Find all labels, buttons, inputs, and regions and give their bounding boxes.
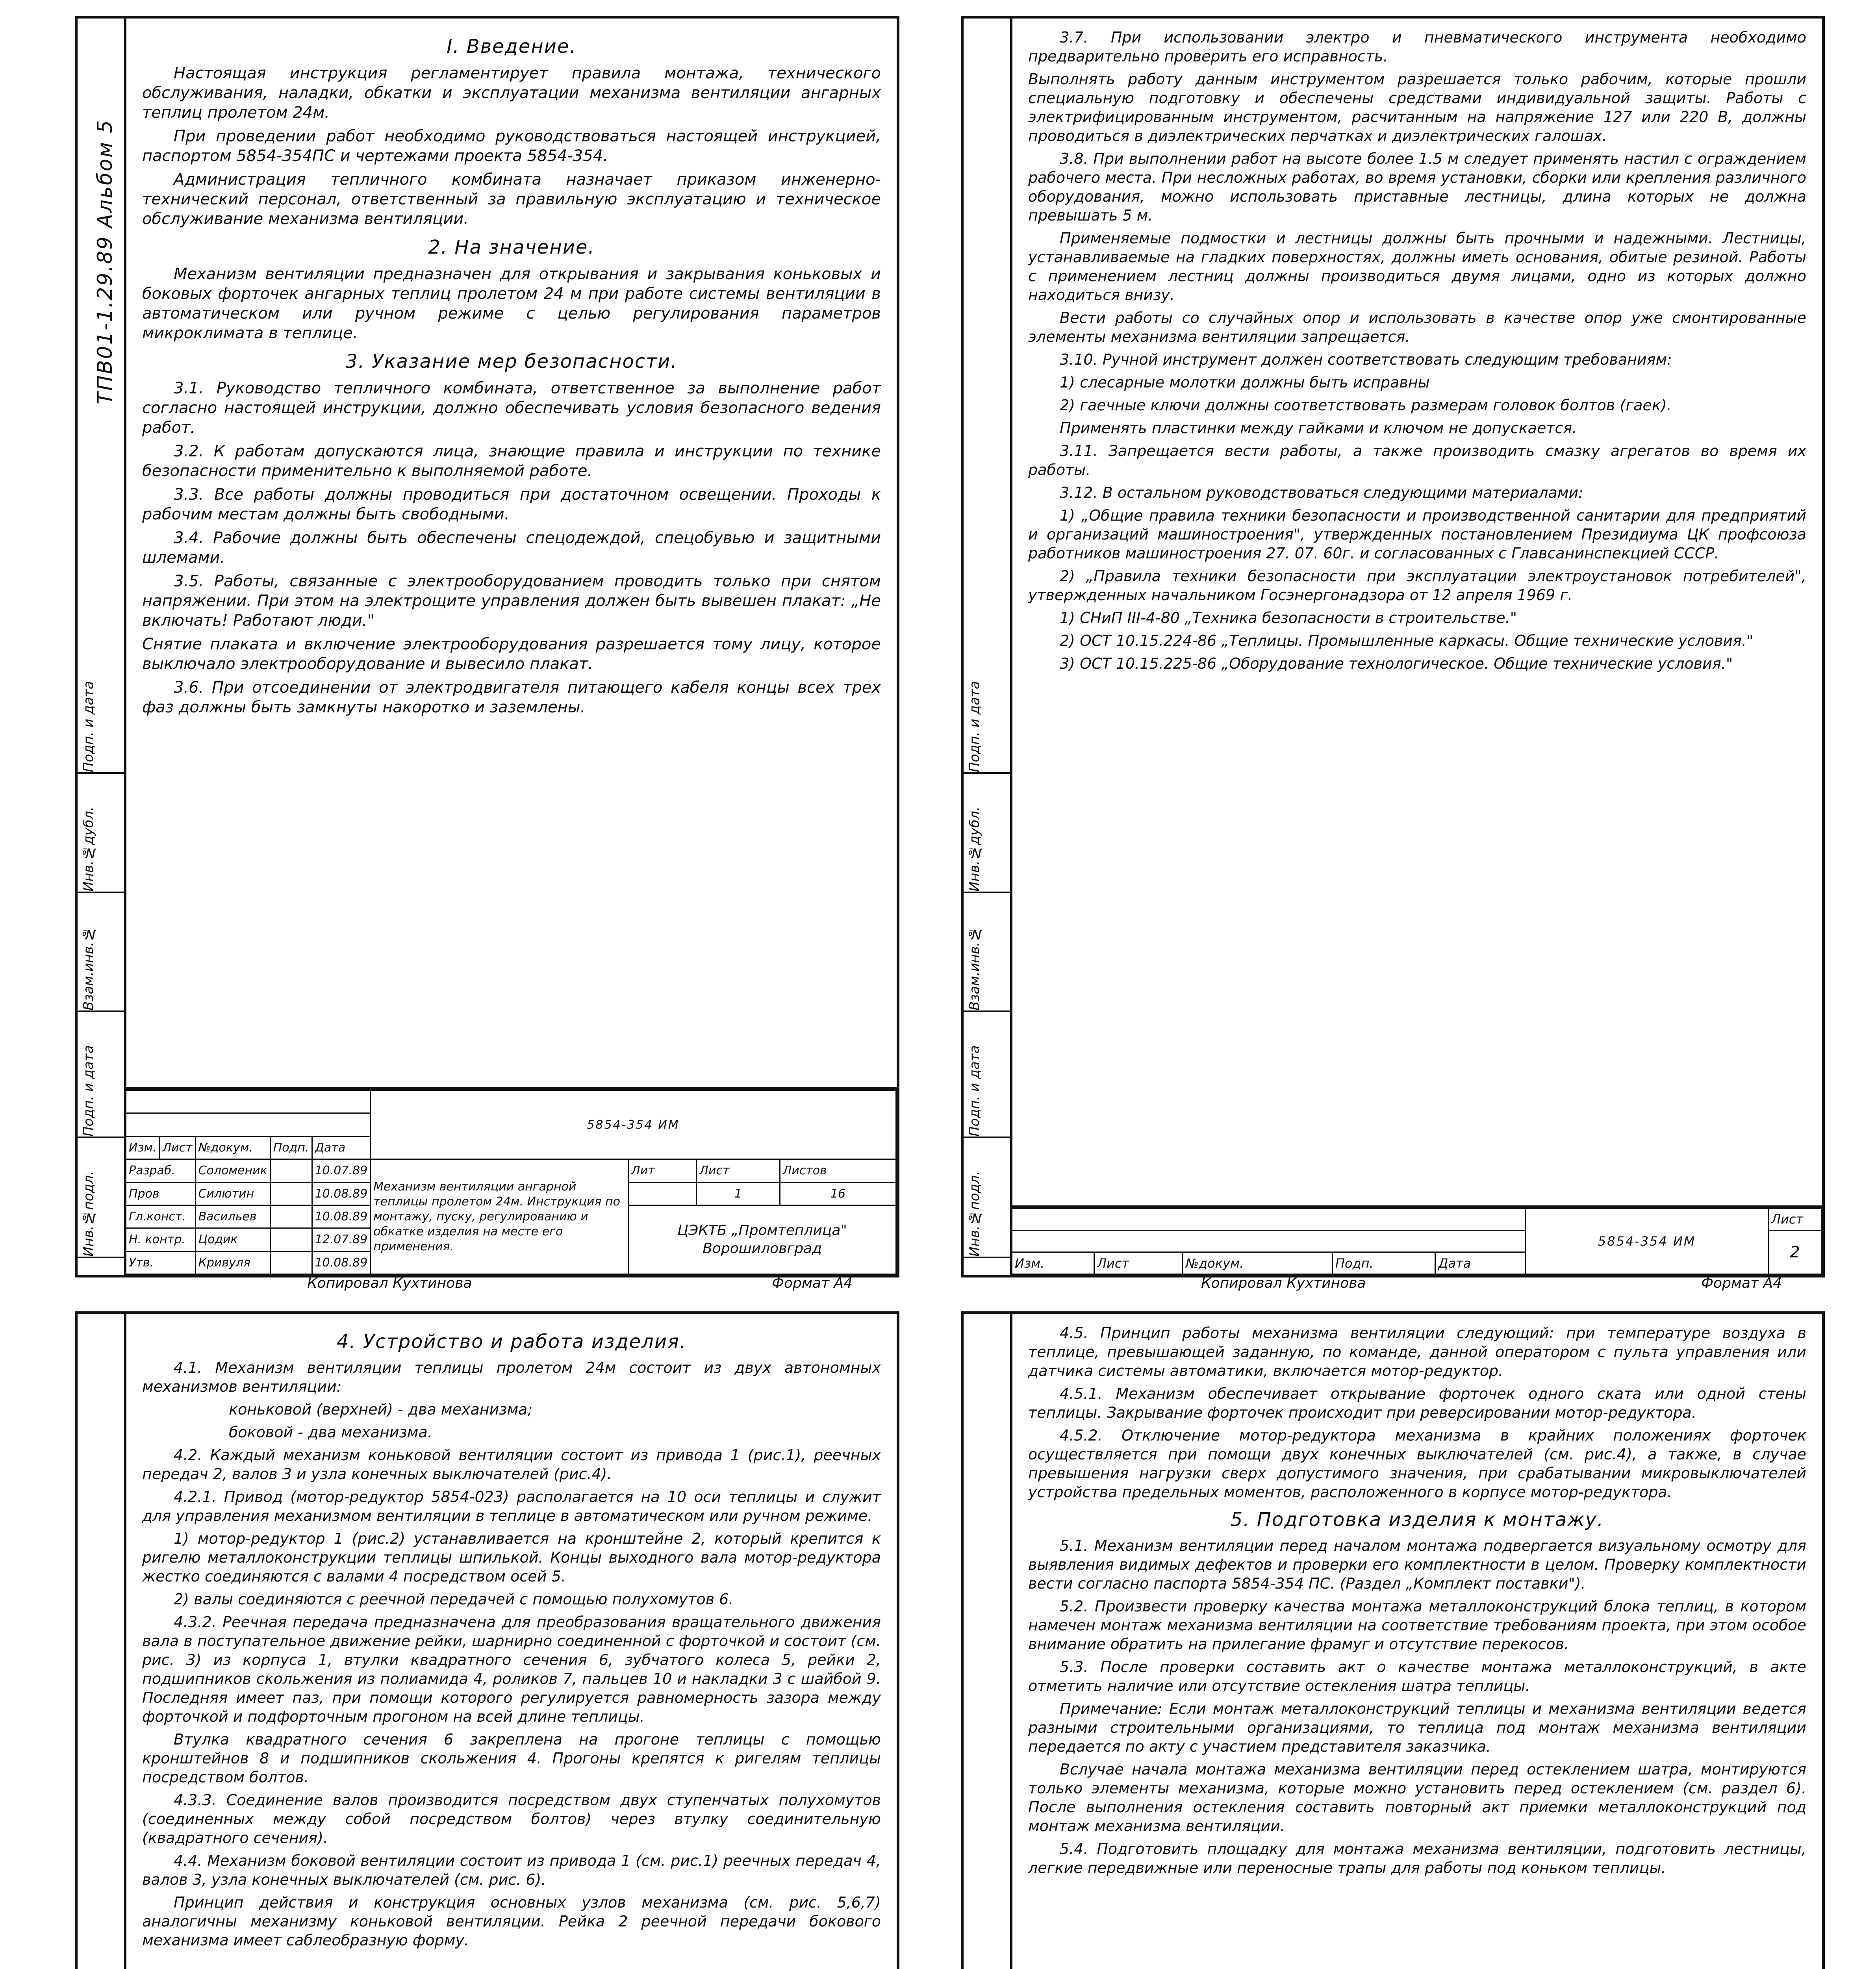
- paragraph: 2) валы соединяются с реечной передачей с помощью полухомутов 6.: [174, 1591, 734, 1608]
- title-block: [126, 1087, 897, 1275]
- paragraph: Принцип действия и конструкция основных узлов механизма (см. рис. 5,6,7) аналогичны механизму коньковой вентиляции. Рейка 2 реечной передачи бокового механизма имеет саблеобразную форму.: [142, 1894, 881, 1949]
- paragraph: Снятие плаката и включение электрооборудования разрешается тому лицу, которое выключало электрооборудование и вывесило плакат.: [142, 635, 881, 673]
- stamp-header: Дата: [312, 1136, 371, 1159]
- stamp-name: Цодик: [195, 1228, 270, 1251]
- paragraph: 4.5. Принцип работы механизма вентиляции следующий: при температуре воздуха в теплице, превышающей заданную, по команде, данной оператором с пульта управления или датчика системы автоматики, включается мотор-редуктор.: [1028, 1324, 1806, 1379]
- paragraph: 3.5. Работы, связанные с электрооборудованием проводить только при снятом напряжении. При этом на электрощите управления должен быть вывешен плакат: „Не включать! Работают люди.": [142, 572, 881, 630]
- stamp-date: 10.08.89: [312, 1205, 371, 1228]
- paragraph: 4.3.3. Соединение валов производится посредством двух ступенчатых полухомутов (соединенных между собой посредством болтов) через втулку соединительную (квадратного сечения).: [142, 1791, 881, 1847]
- paragraph: 4.5.1. Механизм обеспечивает открывание форточек одного ската или одной стены теплицы. Закрывание форточек происходит при реверсировании мотор-редуктора.: [1028, 1385, 1806, 1421]
- paragraph: 4.5.2. Отключение мотор-редуктора механизма в крайних положениях форточек осуществляется при помощи двух конечных выключателей (см. рис.4), а также, в случае превышения нагрузки сверх допустимого значения, при срабатывании микровыключателей устройства предельных моментов, расположенного в корпусе мотор-редуктора.: [1028, 1427, 1806, 1501]
- stamp-name: Силютин: [195, 1182, 270, 1205]
- stamp-header: Подп.: [270, 1136, 312, 1159]
- stamp-date: 10.08.89: [312, 1251, 371, 1274]
- paragraph: Примечание: Если монтаж металлоконструкций теплицы и механизма вентиляции ведется разными строительными организациями, то теплица под монтаж механизма вентиляции передается по акту с участием представителя заказчика.: [1028, 1700, 1806, 1755]
- paragraph: 2) гаечные ключи должны соответствовать размерам головок болтов (гаек).: [1060, 397, 1672, 414]
- paragraph: коньковой (верхней) - два механизма;: [229, 1401, 533, 1418]
- margin-label: Инв.№дубл.: [78, 807, 124, 894]
- stamp-name: Васильев: [195, 1205, 270, 1228]
- paragraph: 1) мотор-редуктор 1 (рис.2) устанавливается на кронштейне 2, который крепится к ригелю металлоконструкции теплицы шпилькой. Концы выходного вала мотор-редуктора жестко соединяются с валами 4 посредством осей 5.: [142, 1530, 881, 1585]
- paragraph: Выполнять работу данным инструментом разрешается только рабочим, которые прошли специальную подготовку и обеспечены средствами индивидуальной защиты. Работы с электрифицированным инструментом, расчитанным на напряжение 127 или 220 В, должны проводиться в диэлектрических перчатках и диэлектрических галошах.: [1028, 70, 1806, 145]
- stamp-list-label: Лист: [697, 1159, 780, 1182]
- page-frame: [124, 19, 897, 1275]
- paragraph: 4.4. Механизм боковой вентиляции состоит из привода 1 (см. рис.1) реечных передач 4, валов 3, узла конечных выключателей (см. рис. 6).: [142, 1852, 881, 1888]
- stamp-role: Пров: [126, 1182, 195, 1205]
- sheet-2: [961, 16, 1825, 1277]
- paragraph: 2) „Правила техники безопасности при эксплуатации электроустановок потребителей", утвержденных начальником Госэнергонадзора от 12 апреля 1969 г.: [1028, 567, 1806, 604]
- stamp-header: Лист: [159, 1136, 195, 1159]
- doc-code: 5854-354 ИМ: [371, 1090, 896, 1159]
- stamp-signature: [270, 1205, 312, 1228]
- margin-label: Инв.№подл.: [964, 1171, 1010, 1258]
- margin-label: Инв.№дубл.: [964, 807, 1010, 894]
- margin-strip: [78, 1960, 124, 1969]
- paragraph: Администрация тепличного комбината назначает приказом инженерно-технический персонал, ответственный за правильную эксплуатацию и техническое обслуживание механизма вентиляции.: [142, 171, 881, 228]
- paragraph: 3.2. К работам допускаются лица, знающие правила и инструкции по технике безопасности применительно к выполняемой работе.: [142, 442, 881, 480]
- stamp-organization: ЦЭКТБ „Промтеплица" Ворошиловград: [628, 1205, 896, 1274]
- stamp-name: Кривуля: [195, 1251, 270, 1274]
- paragraph: 3.1. Руководство тепличного комбината, ответственное за выполнение работ согласно настоящей инструкции, должно обеспечивать условия безопасного ведения работ.: [142, 379, 881, 437]
- paragraph: Применяемые подмостки и лестницы должны быть прочными и надежными. Лестницы, устанавливаемые на гладких поверхностях, должны иметь основания, обитые резиной. Работы с применением лестниц должны производиться двумя лицами, одно из которых должно находиться внизу.: [1028, 230, 1806, 304]
- stamp-header: №докум.: [195, 1136, 270, 1159]
- paragraph: 4.2. Каждый механизм коньковой вентиляции состоит из привода 1 (рис.1), реечных передач 2, валов 3 и узла конечных выключателей (рис.4).: [142, 1446, 881, 1483]
- sheet-number: 2: [1768, 1230, 1822, 1274]
- paragraph: 5.4. Подготовить площадку для монтажа механизма вентиляции, подготовить лестницы, легкие передвижные или переносные трапы для работы под коньком теплицы.: [1028, 1840, 1806, 1876]
- sheet-4: [961, 1311, 1825, 1969]
- stamp-header: №докум.: [1183, 1252, 1332, 1274]
- paragraph: боковой - два механизма.: [229, 1424, 432, 1441]
- stamp-role: Разраб.: [126, 1159, 195, 1182]
- stamp-title: Механизм вентиляции ангарной теплицы пролетом 24м. Инструкция по монтажу, пуску, регулированию и обкатке изделия на месте его применения.: [371, 1159, 628, 1274]
- stamp-header: Изм.: [1012, 1252, 1094, 1274]
- stamp-lit-label: Лит: [628, 1159, 697, 1182]
- paragraph: 5.3. После проверки составить акт о качестве монтажа металлоконструкций, в акте отметить наличие или отсутствие остекления шатра теплицы.: [1028, 1658, 1806, 1695]
- margin-label: Взам.инв.№: [78, 926, 124, 1012]
- stamp-signature: [270, 1251, 312, 1274]
- section-title: 5. Подготовка изделия к монтажу.: [1230, 1509, 1604, 1531]
- paragraph: 3.3. Все работы должны проводиться при достаточном освещении. Проходы к рабочим местам должны быть свободными.: [142, 486, 881, 523]
- stamp-header: Подп.: [1332, 1252, 1435, 1274]
- paragraph: Настоящая инструкция регламентирует правила монтажа, технического обслуживания, наладки, обкатки и эксплуатации механизма вентиляции ангарных теплиц пролетом 24м.: [142, 64, 881, 122]
- section-title: 2. На значение.: [428, 236, 595, 258]
- paragraph: Втулка квадратного сечения 6 закреплена на прогоне теплицы с помощью кронштейнов 8 и подшипников скольжения 4. Прогоны крепятся к ригелям теплицы посредством болтов.: [142, 1731, 881, 1786]
- paragraph: 1) СНиП III-4-80 „Техника безопасности в строительстве.": [1060, 609, 1517, 627]
- margin-label: Подп. и дата: [78, 681, 124, 774]
- stamp-listov-value: 16: [780, 1182, 896, 1205]
- sheet-1: [75, 16, 899, 1277]
- paragraph: 3.4. Рабочие должны быть обеспечены спецодеждой, спецобувью и защитными шлемами.: [142, 529, 881, 567]
- stamp-role: Гл.конст.: [126, 1205, 195, 1228]
- stamp-date: 12.07.89: [312, 1228, 371, 1251]
- format-label: Формат А4: [772, 1275, 853, 1291]
- paragraph: 3.10. Ручной инструмент должен соответствовать следующим требованиям:: [1060, 351, 1672, 368]
- copier-label: Копировал Кухтинова: [307, 1275, 472, 1291]
- section-title: 3. Указание мер безопасности.: [345, 350, 678, 373]
- paragraph: 3) ОСТ 10.15.225-86 „Оборудование технологическое. Общие технические условия.": [1060, 655, 1733, 672]
- paragraph: 1) „Общие правила техники безопасности и производственной санитарии для предприятий и организаций машиностроения", утвержденных постановлением Президиума ЦК профсоюза работников машиностроения 27. 07. 60г. и согласованных с Главсанинспекцией СССР.: [1028, 507, 1806, 562]
- page-frame: [1010, 19, 1822, 1275]
- paragraph: 3.12. В остальном руководствоваться следующими материалами:: [1060, 484, 1583, 501]
- paragraph: Применять пластинки между гайками и ключом не допускается.: [1060, 419, 1577, 437]
- margin-label: Подп. и дата: [964, 1045, 1010, 1138]
- format-label: Формат А4: [1701, 1275, 1782, 1291]
- paragraph: 5.1. Механизм вентиляции перед началом монтажа подвергается визуальному осмотру для выявления видимых дефектов и проверки его комплектности в целом. Проверку комплектности вести согласно паспорта 5854-354 ПС. (Раздел „Комплект поставки").: [1028, 1537, 1806, 1592]
- margin-label: Взам.инв.№: [964, 926, 1010, 1012]
- sheet-3: [75, 1311, 899, 1969]
- album-code: ТПВ01-1.29.89 Альбом 5: [93, 119, 117, 404]
- paragraph: 2) ОСТ 10.15.224-86 „Теплицы. Промышленные каркасы. Общие технические условия.": [1060, 632, 1754, 649]
- margin-strip: [964, 1960, 1010, 1969]
- margin-label: Инв.№подл.: [78, 1171, 124, 1258]
- paragraph: 4.2.1. Привод (мотор-редуктор 5854-023) располагается на 10 оси теплицы и служит для управления механизмом вентиляции в теплице в автоматическом или ручном режиме.: [142, 1488, 881, 1524]
- title-block: [1012, 1205, 1822, 1275]
- stamp-signature: [270, 1159, 312, 1182]
- paragraph: Вслучае начала монтажа механизма вентиляции перед остеклением шатра, монтируются только элементы механизма, которые можно установить перед остеклением (см. раздел 6). После выполнения остекления составить повторный акт приемки металлоконструкций под монтаж механизма вентиляции.: [1028, 1761, 1806, 1835]
- margin-label: Подп. и дата: [964, 681, 1010, 774]
- stamp-date: 10.07.89: [312, 1159, 371, 1182]
- page-frame: [124, 1314, 897, 1969]
- stamp-date: 10.08.89: [312, 1182, 371, 1205]
- section-title: I. Введение.: [447, 35, 577, 57]
- stamp-role: Утв.: [126, 1251, 195, 1274]
- stamp-signature: [270, 1228, 312, 1251]
- stamp-header: Изм.: [126, 1136, 159, 1159]
- stamp-signature: [270, 1182, 312, 1205]
- margin-strip: [964, 664, 1010, 1277]
- sheet-label: Лист: [1768, 1209, 1822, 1231]
- stamp-header: Дата: [1435, 1252, 1526, 1274]
- stamp-role: Н. контр.: [126, 1228, 195, 1251]
- paragraph: При проведении работ необходимо руководствоваться настоящей инструкцией, паспортом 5854-354ПС и чертежами проекта 5854-354.: [142, 127, 881, 165]
- paragraph: 5.2. Произвести проверку качества монтажа металлоконструкций блока теплиц, в котором намечен монтаж механизма вентиляции на соответствие требованиям проекта, при этом особое внимание обратить на прилегание фрамуг и отсутствие перекосов.: [1028, 1598, 1806, 1653]
- paragraph: 3.11. Запрещается вести работы, а также производить смазку агрегатов во время их работы.: [1028, 442, 1806, 478]
- stamp-list-value: 1: [697, 1182, 780, 1205]
- paragraph: 3.6. При отсоединении от электродвигателя питающего кабеля концы всех трех фаз должны быть замкнуты накоротко и заземлены.: [142, 679, 881, 716]
- margin-label: Подп. и дата: [78, 1045, 124, 1138]
- paragraph: 4.1. Механизм вентиляции теплицы пролетом 24м состоит из двух автономных механизмов вентиляции:: [142, 1359, 881, 1395]
- stamp-header: Лист: [1094, 1252, 1183, 1274]
- copier-label: Копировал Кухтинова: [1201, 1275, 1366, 1291]
- paragraph: Вести работы со случайных опор и использовать в качестве опор уже смонтированные элементы механизма вентиляции запрещается.: [1028, 309, 1806, 345]
- margin-strip: [78, 664, 124, 1277]
- paragraph: 3.8. При выполнении работ на высоте более 1.5 м следует применять настил с ограждением рабочего места. При несложных работах, во время установки, сборки или крепления различного оборудования, можно использовать приставные лестницы, длина которых не должна превышать 5 м.: [1028, 150, 1806, 224]
- paragraph: 1) слесарные молотки должны быть исправны: [1060, 374, 1430, 391]
- stamp-listov-label: Листов: [780, 1159, 896, 1182]
- page-frame: [1010, 1314, 1822, 1969]
- section-title: 4. Устройство и работа изделия.: [336, 1331, 687, 1353]
- stamp-lit-value: [628, 1182, 697, 1205]
- paragraph: 4.3.2. Реечная передача предназначена для преобразования вращательного движения вала в поступательное движение рейки, шарнирно соединенной с форточкой и состоит (см. рис. 3) из корпуса 1, втулки квадратного сечения 6, зубчатого колеса 5, рейки 2, подшипников скольжения из полиамида 4, роликов 7, пальцев 10 и накладки 3 с шайбой 9. Последняя имеет паз, при помощи которого регулируется равномерность зазора между форточкой и подфорточным прогоном на всей длине теплицы.: [142, 1613, 881, 1725]
- doc-code: 5854-354 ИМ: [1526, 1209, 1768, 1274]
- stamp-name: Соломеник: [195, 1159, 270, 1182]
- paragraph: Механизм вентиляции предназначен для открывания и закрывания коньковых и боковых форточек ангарных теплиц пролетом 24 м при работе системы вентиляции в автоматическом или ручном режиме с целью регулирования параметров микроклимата в теплице.: [142, 265, 881, 342]
- paragraph: 3.7. При использовании электро и пневматического инструмента необходимо предварительно проверить его исправность.: [1028, 29, 1806, 65]
